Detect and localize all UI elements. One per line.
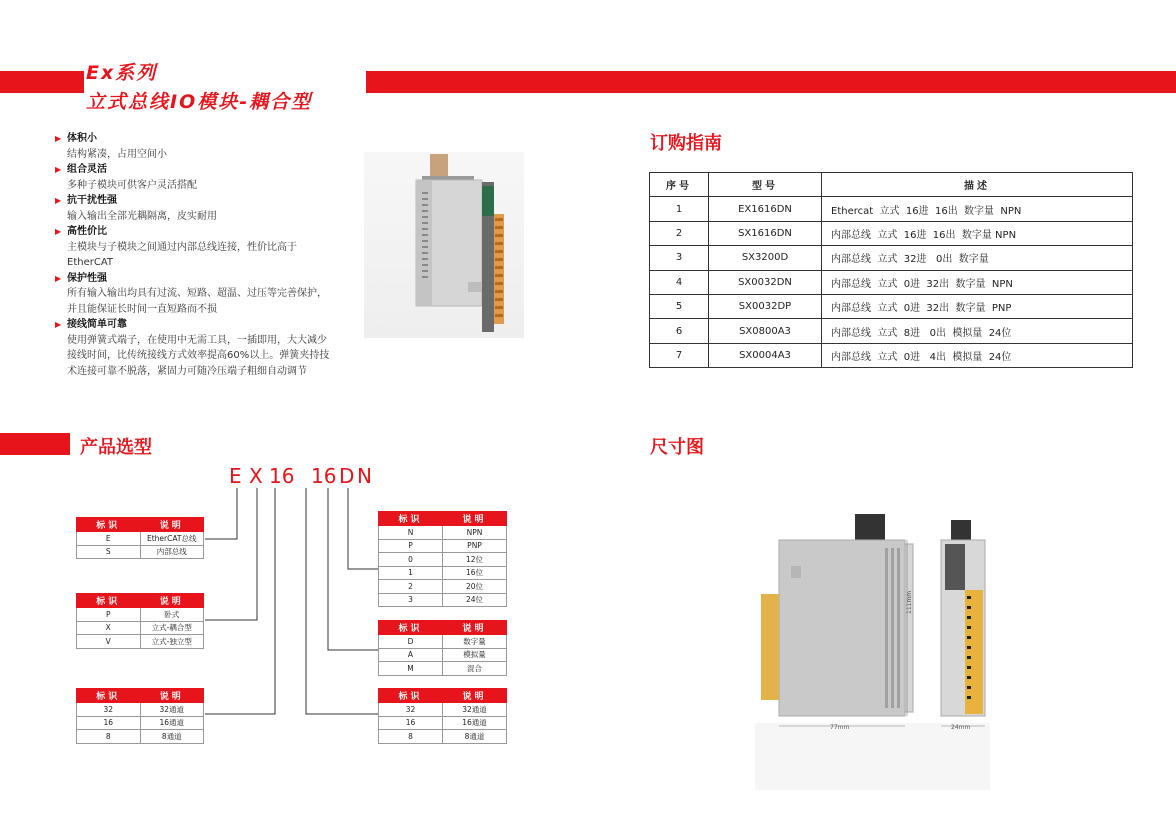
ordering-table bbox=[649, 172, 1133, 368]
cell-code: 32 bbox=[379, 703, 443, 717]
selection-table-input-channels bbox=[76, 688, 204, 744]
cell-desc: 12位 bbox=[443, 553, 507, 567]
row-desc: 内部总线 立式 0进 32出 数字量 NPN bbox=[822, 270, 1133, 294]
table-row bbox=[650, 246, 1133, 270]
row-desc: 内部总线 立式 0进 4出 模拟量 24位 bbox=[822, 343, 1133, 367]
cell-code: M bbox=[379, 662, 443, 676]
row-model: SX3200D bbox=[709, 246, 822, 270]
cell-desc: NPN bbox=[443, 526, 507, 540]
row-index: 5 bbox=[650, 294, 709, 318]
feature-desc: 多种子模块可供客户灵活搭配 bbox=[67, 179, 197, 191]
row-model: SX0032DN bbox=[709, 270, 822, 294]
cell-desc: 8通道 bbox=[443, 730, 507, 744]
code-part-signal: D bbox=[339, 464, 355, 488]
column-header: 标识 bbox=[77, 594, 141, 608]
row-desc: 内部总线 立式 16进 16出 数字量 NPN bbox=[822, 221, 1133, 245]
cell-code: 8 bbox=[77, 730, 141, 744]
column-header: 说明 bbox=[443, 621, 507, 635]
column-header: 说明 bbox=[140, 594, 204, 608]
column-header: 标识 bbox=[379, 689, 443, 703]
table-row bbox=[379, 553, 507, 567]
cell-desc: 16位 bbox=[443, 566, 507, 580]
cell-code: X bbox=[77, 621, 141, 635]
cell-desc: 32通道 bbox=[443, 703, 507, 717]
cell-desc: 24位 bbox=[443, 593, 507, 607]
feature-item bbox=[55, 224, 330, 271]
column-header: 型号 bbox=[709, 173, 822, 197]
cell-desc: 立式-耦合型 bbox=[140, 621, 204, 635]
product-image bbox=[364, 152, 524, 338]
table-row bbox=[379, 648, 507, 662]
code-part-polarity: N bbox=[357, 464, 372, 488]
column-header: 描述 bbox=[822, 173, 1133, 197]
feature-title: 体积小 bbox=[67, 133, 97, 144]
table-row bbox=[379, 593, 507, 607]
column-header: 序号 bbox=[650, 173, 709, 197]
cell-desc: 32通道 bbox=[140, 703, 204, 717]
cell-code: V bbox=[77, 635, 141, 649]
row-index: 3 bbox=[650, 246, 709, 270]
cell-desc: EtherCAT总线 bbox=[140, 532, 204, 546]
selection-table-bus bbox=[76, 517, 204, 559]
table-row bbox=[379, 526, 507, 540]
series-title: Ex系列 bbox=[86, 62, 158, 84]
selection-table-type bbox=[76, 593, 204, 649]
table-row bbox=[379, 716, 507, 730]
feature-item bbox=[55, 271, 330, 318]
cell-code: 8 bbox=[379, 730, 443, 744]
row-model: SX0032DP bbox=[709, 294, 822, 318]
cell-code: 16 bbox=[77, 716, 141, 730]
cell-code: E bbox=[77, 532, 141, 546]
table-row bbox=[77, 532, 204, 546]
code-part-type: X bbox=[249, 464, 263, 488]
feature-item bbox=[55, 317, 330, 379]
dimension-width-front: 24mm bbox=[951, 724, 971, 731]
selection-table-signal bbox=[378, 620, 507, 676]
table-row bbox=[379, 566, 507, 580]
row-desc: 内部总线 立式 32进 0出 数字量 bbox=[822, 246, 1133, 270]
cell-code: 1 bbox=[379, 566, 443, 580]
bullet-triangle-icon: ▶ bbox=[55, 273, 62, 283]
table-row bbox=[650, 221, 1133, 245]
table-row bbox=[650, 197, 1133, 221]
table-row bbox=[379, 730, 507, 744]
column-header: 说明 bbox=[443, 512, 507, 526]
table-row bbox=[650, 294, 1133, 318]
cell-code: S bbox=[77, 545, 141, 559]
table-row bbox=[77, 621, 204, 635]
dimension-drawing bbox=[755, 508, 990, 790]
table-row bbox=[77, 730, 204, 744]
column-header: 标识 bbox=[77, 689, 141, 703]
row-index: 4 bbox=[650, 270, 709, 294]
cell-code: 32 bbox=[77, 703, 141, 717]
feature-item bbox=[55, 193, 330, 224]
table-row bbox=[77, 545, 204, 559]
feature-list bbox=[55, 131, 330, 379]
cell-code: 16 bbox=[379, 716, 443, 730]
feature-desc: 结构紧凑，占用空间小 bbox=[67, 148, 167, 160]
table-row bbox=[379, 635, 507, 649]
cell-code: P bbox=[379, 539, 443, 553]
table-row bbox=[77, 608, 204, 622]
row-index: 7 bbox=[650, 343, 709, 367]
bullet-triangle-icon: ▶ bbox=[55, 134, 62, 143]
feature-item bbox=[55, 162, 330, 193]
cell-desc: PNP bbox=[443, 539, 507, 553]
bullet-triangle-icon: ▶ bbox=[55, 227, 62, 236]
column-header: 标识 bbox=[379, 512, 443, 526]
column-header: 说明 bbox=[140, 689, 204, 703]
feature-title: 抗干扰性强 bbox=[67, 195, 117, 206]
cell-desc: 卧式 bbox=[140, 608, 204, 622]
cell-desc: 16通道 bbox=[443, 716, 507, 730]
row-model: EX1616DN bbox=[709, 197, 822, 221]
dimensions-title: 尺寸图 bbox=[650, 437, 704, 458]
table-row bbox=[379, 703, 507, 717]
table-row bbox=[379, 662, 507, 676]
column-header: 说明 bbox=[443, 689, 507, 703]
cell-code: A bbox=[379, 648, 443, 662]
dimension-illustration bbox=[755, 508, 990, 790]
cell-code: N bbox=[379, 526, 443, 540]
table-row bbox=[379, 580, 507, 594]
feature-title: 组合灵活 bbox=[67, 164, 107, 175]
dimension-height: 111mm bbox=[906, 590, 913, 614]
code-part-bus: E bbox=[229, 464, 242, 488]
row-desc: 内部总线 立式 0进 32出 数字量 PNP bbox=[822, 294, 1133, 318]
table-row bbox=[77, 635, 204, 649]
table-row bbox=[379, 539, 507, 553]
feature-item bbox=[55, 131, 330, 162]
ordering-title: 订购指南 bbox=[650, 133, 722, 154]
cell-desc: 混合 bbox=[443, 662, 507, 676]
column-header: 说明 bbox=[140, 518, 204, 532]
table-row bbox=[650, 319, 1133, 343]
feature-desc: 输入输出全部光耦隔离，皮实耐用 bbox=[67, 210, 217, 222]
row-desc: 内部总线 立式 8进 0出 模拟量 24位 bbox=[822, 319, 1133, 343]
header-bar-right bbox=[366, 71, 1176, 93]
selection-bar bbox=[0, 433, 70, 455]
row-index: 6 bbox=[650, 319, 709, 343]
row-index: 2 bbox=[650, 221, 709, 245]
table-row bbox=[77, 716, 204, 730]
cell-code: D bbox=[379, 635, 443, 649]
column-header: 标识 bbox=[77, 518, 141, 532]
row-model: SX1616DN bbox=[709, 221, 822, 245]
row-index: 1 bbox=[650, 197, 709, 221]
bullet-triangle-icon: ▶ bbox=[55, 320, 62, 329]
table-row bbox=[77, 703, 204, 717]
bullet-triangle-icon: ▶ bbox=[55, 165, 62, 174]
table-row bbox=[650, 270, 1133, 294]
cell-desc: 8通道 bbox=[140, 730, 204, 744]
selection-table-output-channels bbox=[378, 688, 507, 744]
selection-title: 产品选型 bbox=[80, 437, 152, 458]
dimension-width-side: 77mm bbox=[830, 724, 850, 731]
cell-desc: 20位 bbox=[443, 580, 507, 594]
header-bar-left bbox=[0, 71, 84, 93]
cell-desc: 模拟量 bbox=[443, 648, 507, 662]
code-part-outputs: 16 bbox=[311, 464, 337, 488]
cell-desc: 16通道 bbox=[140, 716, 204, 730]
feature-title: 保护性强 bbox=[67, 272, 107, 284]
cell-code: 0 bbox=[379, 553, 443, 567]
cell-desc: 内部总线 bbox=[140, 545, 204, 559]
feature-title: 接线简单可靠 bbox=[67, 319, 127, 330]
cell-code: 2 bbox=[379, 580, 443, 594]
table-row bbox=[650, 343, 1133, 367]
cell-code: 3 bbox=[379, 593, 443, 607]
column-header: 标识 bbox=[379, 621, 443, 635]
cell-desc: 立式-独立型 bbox=[140, 635, 204, 649]
bullet-triangle-icon: ▶ bbox=[55, 196, 62, 205]
code-part-inputs: 16 bbox=[269, 464, 295, 488]
row-desc: Ethercat 立式 16进 16出 数字量 NPN bbox=[822, 197, 1133, 221]
product-title: 立式总线IO模块-耦合型 bbox=[86, 91, 313, 113]
feature-desc: 使用弹簧式端子，在使用中无需工具，一插即用，大大减少接线时间，比传统接线方式效率提高60%以上。弹簧夹持技术连接可靠不脱落，紧固力可随冷压端子粗细自动调节 bbox=[67, 334, 330, 377]
io-module-illustration bbox=[364, 152, 524, 338]
model-code bbox=[229, 464, 373, 488]
row-model: SX0004A3 bbox=[709, 343, 822, 367]
cell-desc: 数字量 bbox=[443, 635, 507, 649]
feature-desc: 主模块与子模块之间通过内部总线连接，性价比高于EtherCAT bbox=[67, 241, 297, 268]
feature-title: 高性价比 bbox=[67, 226, 107, 237]
cell-code: P bbox=[77, 608, 141, 622]
row-model: SX0800A3 bbox=[709, 319, 822, 343]
feature-desc: 所有输入输出均具有过流、短路、超温、过压等完善保护，并且能保证长时间一直短路而不损 bbox=[67, 288, 327, 315]
selection-table-polarity bbox=[378, 511, 507, 607]
